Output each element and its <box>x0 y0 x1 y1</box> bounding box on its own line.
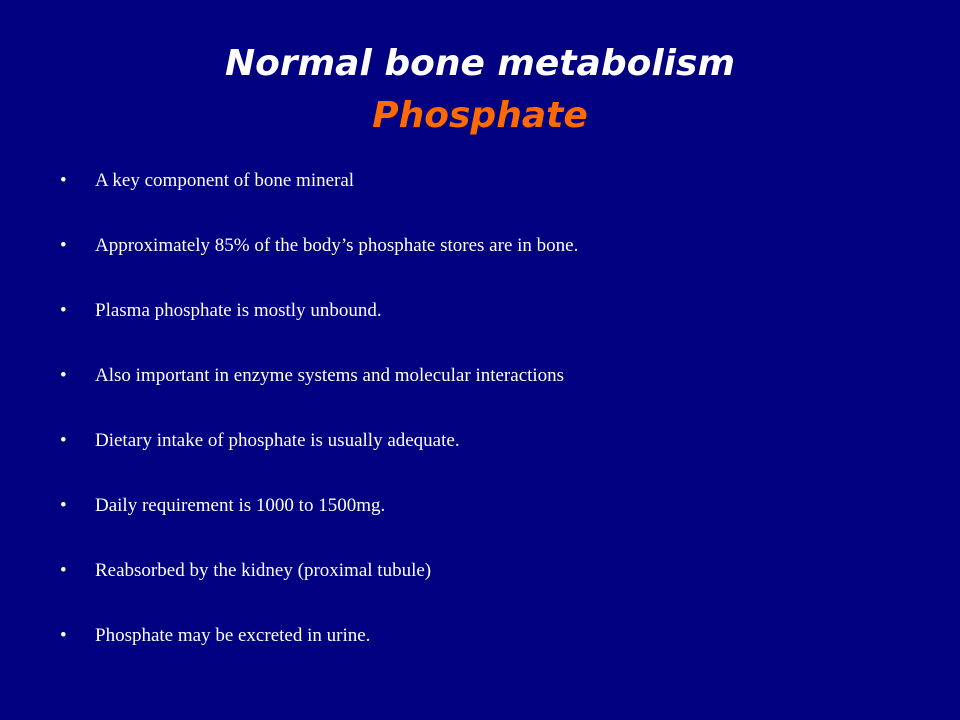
bullet-item <box>60 296 920 361</box>
bullet-dot-icon: • <box>60 300 67 321</box>
bullet-text: A key component of bone mineral <box>95 170 355 191</box>
slide-subtitle: Phosphate <box>372 95 588 136</box>
bullet-dot-icon: • <box>60 170 67 191</box>
bullet-text: Daily requirement is 1000 to 1500mg. <box>95 495 386 516</box>
bullet-dot-icon: • <box>60 625 67 646</box>
slide-title: Normal bone metabolism <box>225 43 735 84</box>
bullet-item <box>60 556 920 621</box>
bullet-text: Approximately 85% of the body’s phosphate stores are in bone. <box>95 235 579 256</box>
bullet-item <box>60 361 920 426</box>
bullet-text: Phosphate may be excreted in urine. <box>95 625 371 646</box>
bullet-dot-icon: • <box>60 235 67 256</box>
bullet-dot-icon: • <box>60 495 67 516</box>
bullet-dot-icon: • <box>60 365 67 386</box>
bullet-text: Also important in enzyme systems and molecular interactions <box>95 365 565 386</box>
bullet-dot-icon: • <box>60 560 67 581</box>
bullet-list <box>60 166 920 686</box>
slide-title-block <box>0 38 960 142</box>
bullet-text: Plasma phosphate is mostly unbound. <box>95 300 382 321</box>
bullet-text: Dietary intake of phosphate is usually adequate. <box>95 430 460 451</box>
bullet-dot-icon: • <box>60 430 67 451</box>
bullet-item <box>60 231 920 296</box>
bullet-item <box>60 621 920 686</box>
bullet-item <box>60 166 920 231</box>
bullet-item <box>60 426 920 491</box>
bullet-item <box>60 491 920 556</box>
bullet-text: Reabsorbed by the kidney (proximal tubule) <box>95 560 432 581</box>
